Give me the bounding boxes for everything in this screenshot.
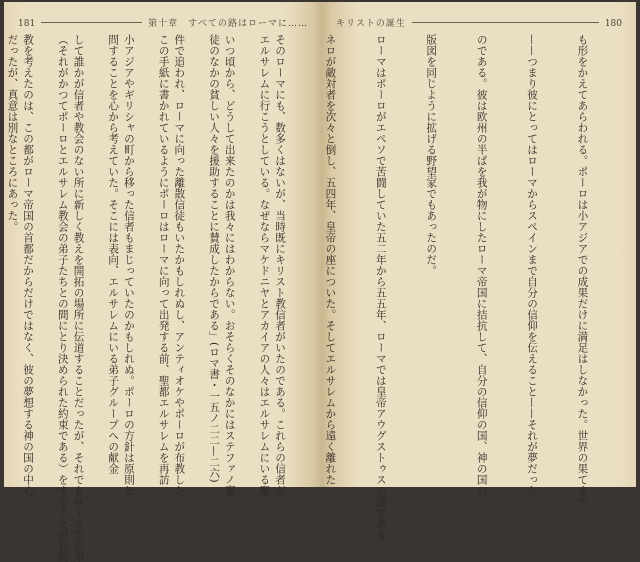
text-line: だったが、真意は別なところにあった。 (6, 34, 19, 232)
right-page-header (336, 16, 622, 29)
text-line: ——つまり彼にとってはローマからスペインまで自分の信仰を伝えること——それが夢だった (526, 34, 539, 496)
left-page-header (18, 16, 308, 29)
text-line: そのローマにも、数多くはないが、当時既にキリスト教信者がいたのである。これらの信者が (274, 34, 287, 496)
text-line: のである。彼は欧州の半ばを我が物にしたローマ帝国に拮抗して、自分の信仰の国、神の国の (475, 34, 488, 496)
text-line: も形をかえてあらわれる。ポーロは小アジアでの成果だけに満足はしなかった。世界の果てまで (576, 34, 589, 507)
text-line: 版図を同じように拡げる野望家でもあったのだ。 (425, 34, 438, 276)
book-spread (4, 2, 636, 562)
text-line: して誰かが信者や教会のない所に新しく教えを開拓の場所に伝道することだったが、それでもローマでの布 (72, 34, 85, 562)
text-line: エルサレムに行こうとしている。なぜならマケドニヤとアカイアの人々はエルサレムにいる聖 (258, 34, 271, 496)
header-rule (412, 22, 599, 23)
book-title: キリストの誕生 (336, 19, 406, 29)
text-line: この手紙に書かれているようにポーロはローマに向って出発する前、聖都エルサレムを再訪 (157, 34, 170, 485)
text-line: 徒のなかの貧しい人々を援助することに賛成したからである」(ロマ書・一五ノ二二—二六) (208, 34, 221, 484)
text-line: 教を考えたのは、この都がローマ帝国の首都だからだけではなく、彼の夢想する神の国の中心 (22, 34, 35, 496)
header-rule (41, 22, 142, 23)
text-line: 件で追われ、ローマに向った離散信徒もいたかもしれぬし、アンティオケやポーロが布教した (173, 34, 186, 496)
text-line: ネロが敵対者を次々と倒し、五四年、皇帝の座についた。そしてエルサレムから遠く離れた (324, 34, 337, 485)
text-line: 小アジアやギリシャの町から移った信者もまじっていたのかもしれぬ。ポーロの方針は原則と (122, 34, 135, 496)
text-line: （それがかつてポーロとエルサレム教会の弟子たちとの間にとり決められた約束である）をすることが目的 (56, 34, 69, 562)
left-page-number: 181 (18, 19, 36, 29)
right-page-number: 180 (604, 19, 622, 29)
text-line: 問することを心から考えていた。そこには表向、エルサレムにいる弟子グループへの献金 (107, 34, 120, 474)
text-line: ローマはポーロがエペソで苦闘していた五二年から五五年、ローマでは皇帝アウグストゥスの孫である (374, 34, 387, 540)
text-line: いつ頃から、どうして出来たのかは我々にはわからない。おそらくそのなかにはステファノ事 (223, 34, 236, 496)
chapter-title: 第十章 すべての路はローマに…… (148, 19, 308, 29)
